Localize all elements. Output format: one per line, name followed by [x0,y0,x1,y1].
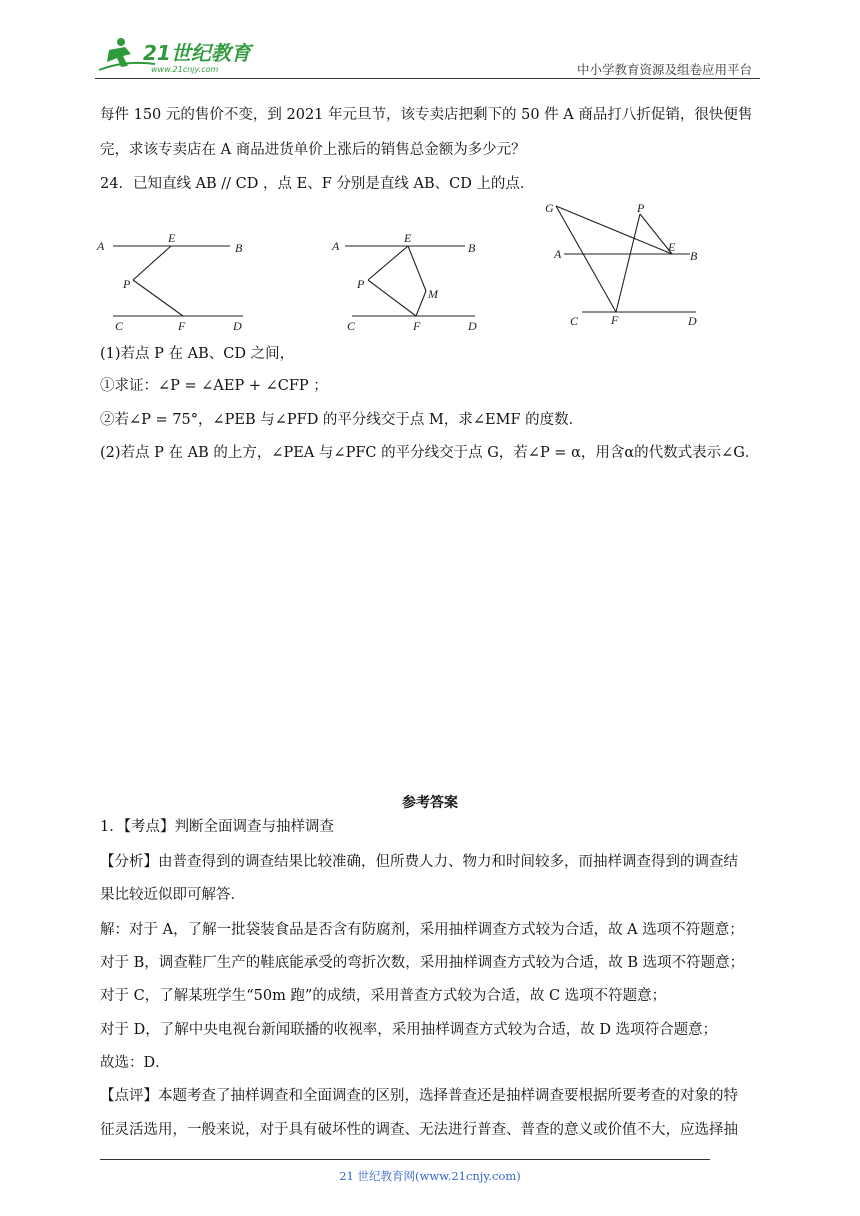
fig1-label-B: B [235,241,243,255]
fig1-label-C: C [115,319,124,333]
logo-url: www.21cnjy.com [151,65,219,74]
fig3-label-P: P [637,201,645,215]
fig2-label-D: D [468,319,477,333]
fig3-label-D: D [688,314,697,328]
fig1-label-P: P [123,277,131,291]
fig3-label-A: A [554,247,562,261]
fig2-label-E: E [404,231,412,245]
question-line-2: 完，求该专卖店在 A 商品进货单价上涨后的销售总金额为多少元？ [100,142,526,158]
fig2-label-F: F [413,319,421,333]
answer-line-1: 1．【考点】判断全面调查与抽样调查 [100,819,334,835]
question-line-1: 每件 150 元的售价不变，到 2021 年元旦节，该专卖店把剩下的 50 件 A 商品打八折促销，很快便售 [100,107,753,123]
question-24-stem: 24．已知直线 AB // CD ，点 E、F 分别是直线 AB、CD 上的点． [100,176,535,192]
answers-title: 参考答案 [402,795,458,811]
part-1a: ①求证：∠P = ∠AEP + ∠CFP ； [100,378,328,394]
answer-line-5: 对于 B，调查鞋厂生产的鞋底能承受的弯折次数，采用抽样调查方式较为合适，故 B 选项不符题意； [100,955,745,971]
answer-line-6: 对于 C，了解某班学生“50m 跑”的成绩，采用普查方式较为合适，故 C 选项不符题意； [100,988,667,1004]
logo-text: 21世纪教育 [143,41,251,65]
fig2-label-B: B [468,241,476,255]
fig3-label-F: F [611,313,619,327]
fig3-label-B: B [690,249,698,263]
answer-line-4: 解：对于 A，了解一批袋装食品是否含有防腐剂，采用抽样调查方式较为合适，故 A 选项不符题意； [100,922,744,938]
answer-line-9: 【点评】本题考查了抽样调查和全面调查的区别，选择普查还是抽样调查要根据所要考查的对象的特 [100,1088,738,1104]
answer-line-3: 果比较近似即可解答． [100,887,245,903]
answer-line-7: 对于 D，了解中央电视台新闻联播的收视率，采用抽样调查方式较为合适，故 D 选项符合题意； [100,1022,718,1038]
logo [95,34,265,78]
figure-3 [540,198,710,334]
figure-2 [330,228,490,336]
fig1-label-E: E [168,231,176,245]
fig1-label-F: F [178,319,186,333]
fig1-label-A: A [97,239,105,253]
fig2-label-A: A [332,239,340,253]
fig2-label-M: M [428,287,438,301]
footer-link[interactable]: 21 世纪教育网(www.21cnjy.com) [339,1169,521,1183]
part-1b: ②若∠P = 75°，∠PEB 与∠PFD 的平分线交于点 M，求∠EMF 的度数． [100,412,584,428]
fig1-label-D: D [233,319,242,333]
fig3-label-C: C [570,314,579,328]
answer-line-8: 故选：D． [100,1055,170,1071]
answer-line-2: 【分析】由普查得到的调查结果比较准确，但所费人力、物力和时间较多，而抽样调查得到的调查结 [100,854,738,870]
part-1: (1)若点 P 在 AB、CD 之间， [100,346,295,362]
answer-line-10: 征灵活选用，一般来说，对于具有破坏性的调查、无法进行普查、普查的意义或价值不大，应选择抽 [100,1122,738,1138]
fig3-label-E: E [668,240,676,254]
fig2-label-C: C [347,319,356,333]
site-tagline: 中小学教育资源及组卷应用平台 [576,62,752,77]
fig2-label-P: P [357,277,365,291]
figure-1 [95,228,255,336]
footer-divider [100,1159,710,1160]
part-2: (2)若点 P 在 AB 的上方，∠PEA 与∠PFC 的平分线交于点 G，若∠P = α，用含α的代数式表示∠G． [100,445,760,461]
fig3-label-G: G [545,201,554,215]
header-divider [95,78,760,79]
page-header [95,34,760,80]
